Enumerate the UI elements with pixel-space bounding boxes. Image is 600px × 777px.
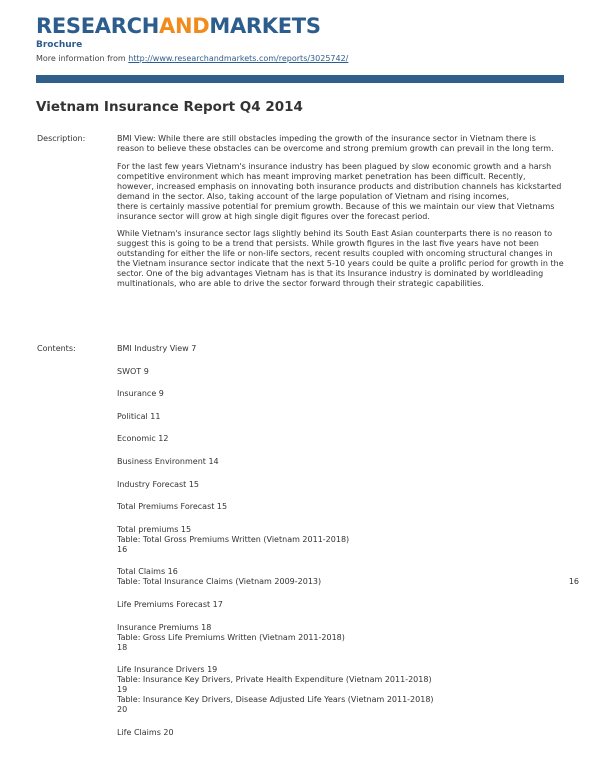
contents-item	[117, 623, 567, 653]
more-info-label: More information from	[36, 54, 126, 63]
contents-item	[117, 434, 567, 444]
contents-line: Industry Forecast 15	[117, 479, 200, 489]
contents-line: Life Premiums Forecast 17	[117, 599, 223, 609]
contents-page-number: 16	[568, 577, 579, 587]
contents-line: 20	[117, 705, 128, 715]
contents-item	[117, 728, 567, 738]
description-paragraph: While Vietnam's insurance sector lags slightly behind its South East Asian counterparts there is no reason to suggest this is going to be a trend that persists. While growth figures in the last five years have not been outstanding for either the life or non-life sectors, recent results coupled with oncoming structural changes in the Vietnam insurance sector indicate that the next 5-10 years could be quite a prolific period for growth in the sector. One of the big advantages Vietnam has is that its Insurance industry is dominated by worldleading multinationals, who are able to drive the sector forward through their strategic capabilities.	[117, 229, 564, 288]
contents-line: Table: Gross Life Premiums Written (Vietnam 2011-2018)	[117, 632, 345, 642]
contents-line: Table: Total Gross Premiums Written (Vietnam 2011-2018)	[117, 534, 350, 544]
logo-research-text: RESEARCH	[36, 14, 159, 38]
contents-line: 18	[117, 642, 128, 652]
report-url-link[interactable]: http://www.researchandmarkets.com/reports/3025742/	[128, 54, 349, 63]
description-paragraph: BMI View: While there are still obstacles impeding the growth of the insurance sector in Vietnam there is reason to believe these obstacles can be overcome and strong premium growth can prevail in the long term.	[117, 134, 554, 153]
header-divider-bar	[36, 75, 564, 83]
contents-item	[117, 665, 567, 715]
contents-line: Total premiums 15	[117, 524, 192, 534]
contents-item	[117, 344, 567, 354]
contents-item	[117, 567, 579, 587]
brochure-label: Brochure	[36, 40, 83, 50]
logo-markets-text: MARKETS	[209, 14, 321, 38]
contents-list	[117, 344, 579, 750]
contents-item	[117, 600, 567, 610]
page-title: Vietnam Insurance Report Q4 2014	[36, 99, 303, 115]
contents-line: Table: Insurance Key Drivers, Disease Adjusted Life Years (Vietnam 2011-2018)	[117, 695, 434, 705]
more-info-line	[36, 53, 348, 64]
description-label: Description:	[37, 134, 86, 143]
contents-line: Life Insurance Drivers 19	[117, 665, 218, 675]
contents-item	[117, 525, 567, 555]
contents-line: Insurance 9	[117, 389, 164, 399]
contents-line: Life Claims 20	[117, 727, 174, 737]
contents-item	[117, 412, 567, 422]
contents-item	[117, 480, 567, 490]
contents-line: BMI Industry View 7	[117, 344, 197, 353]
contents-line: Political 11	[117, 411, 161, 421]
contents-line: Total Claims 16	[117, 567, 178, 577]
contents-line: Total Premiums Forecast 15	[117, 502, 228, 512]
description-body	[117, 134, 565, 297]
contents-item	[117, 502, 567, 512]
contents-line: Insurance Premiums 18	[117, 622, 212, 632]
contents-line: 16	[117, 544, 128, 554]
contents-line: Table: Total Insurance Claims (Vietnam 2009-2013)	[117, 577, 322, 587]
contents-line: 19	[117, 685, 128, 695]
logo-and-text: AND	[159, 14, 210, 38]
contents-line: Table: Insurance Key Drivers, Private Health Expenditure (Vietnam 2011-2018)	[117, 675, 432, 685]
contents-item	[117, 367, 567, 377]
contents-line: Economic 12	[117, 434, 169, 444]
contents-line: Business Environment 14	[117, 456, 219, 466]
contents-line: SWOT 9	[117, 366, 149, 376]
description-paragraph: For the last few years Vietnam's insurance industry has been plagued by slow economic growth and a harsh competitive environment which has meant improving market penetration has been difficult. Recently, however, increased emphasis on innovating both insurance products and distribution channels has kickstarted demand in the sector. Also, taking account of the large population of Vietnam and rising incomes, there is certainly massive potential for premium growth. Because of this we maintain our view that Vietnams insurance sector will grow at high single digit figures over the forecast period.	[117, 161, 562, 221]
contents-item	[117, 389, 567, 399]
contents-label: Contents:	[37, 344, 76, 353]
research-and-markets-logo[interactable]	[36, 14, 321, 38]
contents-item	[117, 457, 567, 467]
